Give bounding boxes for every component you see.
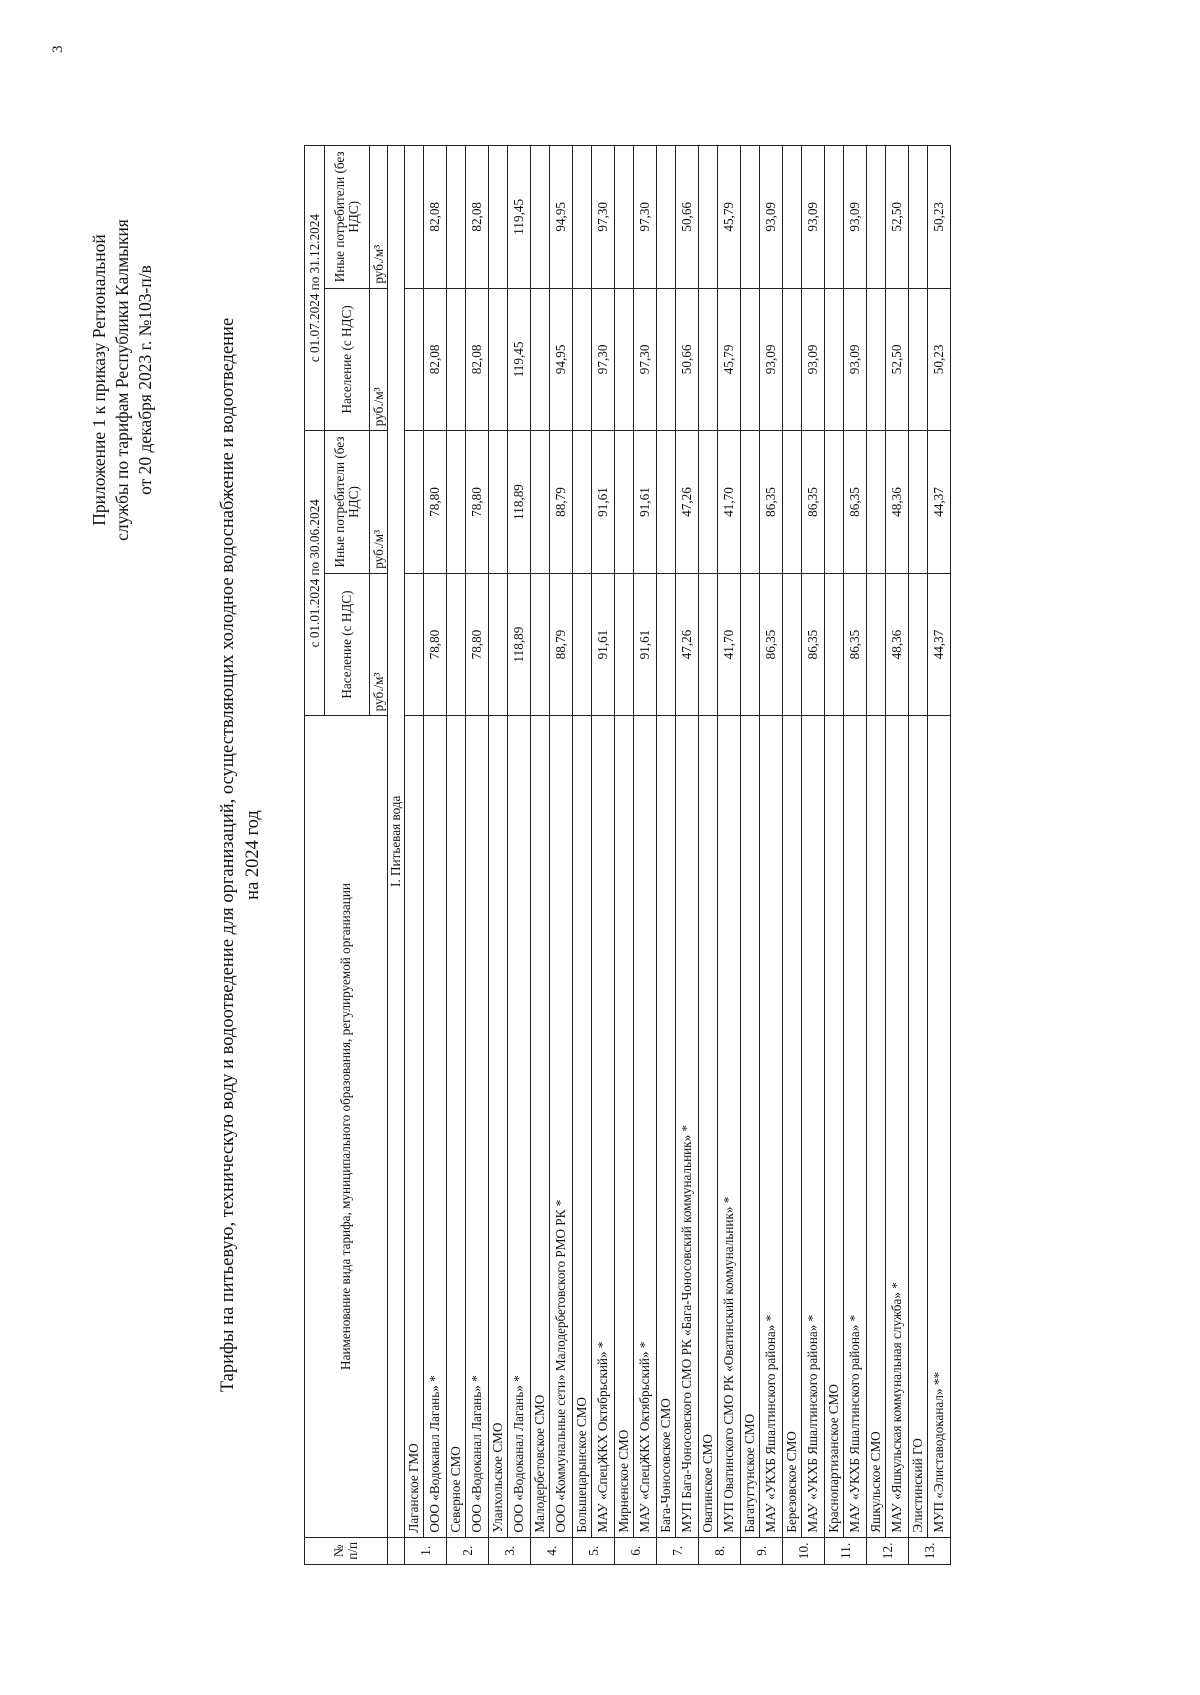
tariff-value: 47,26 (676, 431, 699, 574)
municipality-name: Малодербетовское СМО (531, 716, 550, 1537)
tariff-value: 50,23 (928, 146, 951, 289)
tariff-value: 86,35 (760, 431, 783, 574)
appendix-line-2: службы по тарифам Республики Калмыкия (112, 219, 132, 541)
row-number: 8. (699, 1537, 741, 1564)
tariff-value: 91,61 (592, 573, 615, 716)
tariff-value: 52,50 (886, 146, 909, 289)
organization-name: ООО «Коммунальные сети» Малодербетовского РМО РК * (550, 716, 573, 1537)
municipality-name: Элистинский ГО (909, 716, 928, 1537)
tariff-value: 118,89 (508, 431, 531, 574)
appendix-line-1: Приложение 1 к приказу Региональной (89, 234, 109, 526)
appendix-line-3: от 20 декабря 2023 г. №103-п/в (135, 265, 155, 495)
tariff-value: 93,09 (844, 146, 867, 289)
organization-name: МАУ «СпецЖКХ Октябрьский» * (592, 716, 615, 1537)
municipality-name: Северное СМО (447, 716, 466, 1537)
tariff-value: 47,26 (676, 573, 699, 716)
tariff-value: 97,30 (592, 146, 615, 289)
tariff-value: 119,45 (508, 146, 531, 289)
municipality-name: Краснопартизанское СМО (825, 716, 844, 1537)
organization-name: МАУ «УКХБ Яшалтинского района» * (760, 716, 783, 1537)
organization-name: МУП Бага-Чоносовского СМО РК «Бага-Чоносовский коммунальник» * (676, 716, 699, 1537)
tariff-value: 44,37 (928, 573, 951, 716)
title-line-2: на 2024 год (243, 810, 263, 900)
tariff-value: 88,79 (550, 431, 573, 574)
municipality-name: Бага-Чоносовское СМО (657, 716, 676, 1537)
header-name: Наименование вида тарифа, муниципального образования, регулируемой организации (305, 716, 388, 1537)
header-unit-1: руб./м³ (370, 573, 388, 716)
tariff-value: 86,35 (844, 573, 867, 716)
header-others-1: Иные потребители (без НДС) (325, 431, 370, 574)
row-number: 2. (447, 1537, 489, 1564)
section-title: I. Питьевая вода (388, 146, 405, 1538)
tariff-value: 93,09 (760, 146, 783, 289)
row-number: 13. (909, 1537, 951, 1564)
municipality-name: Березовское СМО (783, 716, 802, 1537)
tariff-value: 86,35 (802, 431, 825, 574)
row-number: 4. (531, 1537, 573, 1564)
row-number: 1. (405, 1537, 447, 1564)
tariff-value: 48,36 (886, 431, 909, 574)
organization-name: МАУ «СпецЖКХ Октябрьский» * (634, 716, 657, 1537)
row-number: 6. (615, 1537, 657, 1564)
tariff-value: 86,35 (760, 573, 783, 716)
organization-name: ООО «Водоканал Лагань» * (508, 716, 531, 1537)
tariff-value: 94,95 (550, 288, 573, 431)
tariff-value: 41,70 (718, 431, 741, 574)
header-population-1: Население (с НДС) (325, 573, 370, 716)
header-unit-4: руб./м³ (370, 146, 388, 289)
header-unit-2: руб./м³ (370, 431, 388, 574)
header-unit-3: руб./м³ (370, 288, 388, 431)
row-number: 12. (867, 1537, 909, 1564)
tariff-value: 78,80 (424, 431, 447, 574)
tariff-value: 48,36 (886, 573, 909, 716)
municipality-name: Багатугтунское СМО (741, 716, 760, 1537)
tariff-value: 91,61 (592, 431, 615, 574)
tariff-value: 44,37 (928, 431, 951, 574)
organization-name: МУП Оватинского СМО РК «Оватинский коммунальник» * (718, 716, 741, 1537)
header-period-1: с 01.01.2024 по 30.06.2024 (305, 431, 325, 716)
tariff-value: 97,30 (634, 288, 657, 431)
tariff-value: 93,09 (760, 288, 783, 431)
organization-name: МУП «Элиставодоканал» ** (928, 716, 951, 1537)
organization-name: МАУ «Яшкульская коммунальная служба» * (886, 716, 909, 1537)
organization-name: ООО «Водоканал Лагань» * (424, 716, 447, 1537)
tariff-value: 78,80 (466, 573, 489, 716)
tariff-value: 45,79 (718, 288, 741, 431)
row-number: 5. (573, 1537, 615, 1564)
municipality-name: Большецарынское СМО (573, 716, 592, 1537)
tariff-value: 93,09 (802, 288, 825, 431)
tariff-value: 88,79 (550, 573, 573, 716)
tariff-value: 82,08 (424, 146, 447, 289)
tariff-value: 91,61 (634, 431, 657, 574)
tariff-value: 45,79 (718, 146, 741, 289)
municipality-name: Лаганское ГМО (405, 716, 424, 1537)
tariff-value: 86,35 (802, 573, 825, 716)
appendix-header (88, 145, 157, 615)
tariff-value: 50,66 (676, 288, 699, 431)
header-period-2: с 01.07.2024 по 31.12.2024 (305, 146, 325, 431)
tariff-value: 94,95 (550, 146, 573, 289)
tariff-value: 82,08 (466, 146, 489, 289)
municipality-name: Яшкульское СМО (867, 716, 886, 1537)
tariff-value: 93,09 (802, 146, 825, 289)
tariff-value: 82,08 (466, 288, 489, 431)
tariff-table (304, 145, 951, 1565)
row-number: 10. (783, 1537, 825, 1564)
title-line-1: Тарифы на питьевую, техническую воду и водоотведение для организаций, осуществляющих холодное водоснабжение и водоотведение (218, 317, 238, 1393)
tariff-value: 97,30 (592, 288, 615, 431)
municipality-name: Уланхольское СМО (489, 716, 508, 1537)
page-number: 3 (50, 45, 66, 53)
tariff-value: 52,50 (886, 288, 909, 431)
header-number: № п/п (305, 1537, 388, 1564)
tariff-value: 86,35 (844, 431, 867, 574)
header-population-2: Население (с НДС) (325, 288, 370, 431)
tariff-value: 97,30 (634, 146, 657, 289)
row-number: 9. (741, 1537, 783, 1564)
tariff-value: 93,09 (844, 288, 867, 431)
tariff-value: 50,66 (676, 146, 699, 289)
row-number: 3. (489, 1537, 531, 1564)
tariff-value: 78,80 (466, 431, 489, 574)
row-number: 11. (825, 1537, 867, 1564)
municipality-name: Оватинское СМО (699, 716, 718, 1537)
document-title (216, 145, 266, 1565)
tariff-value: 91,61 (634, 573, 657, 716)
tariff-value: 82,08 (424, 288, 447, 431)
tariff-value: 41,70 (718, 573, 741, 716)
row-number: 7. (657, 1537, 699, 1564)
tariff-value: 118,89 (508, 573, 531, 716)
header-others-2: Иные потребители (без НДС) (325, 146, 370, 289)
tariff-value: 78,80 (424, 573, 447, 716)
organization-name: МАУ «УКХБ Яшалтинского района» * (802, 716, 825, 1537)
municipality-name: Мирненское СМО (615, 716, 634, 1537)
organization-name: МАУ «УКХБ Яшалтинского района» * (844, 716, 867, 1537)
tariff-value: 50,23 (928, 288, 951, 431)
tariff-value: 119,45 (508, 288, 531, 431)
organization-name: ООО «Водоканал Лагань» * (466, 716, 489, 1537)
